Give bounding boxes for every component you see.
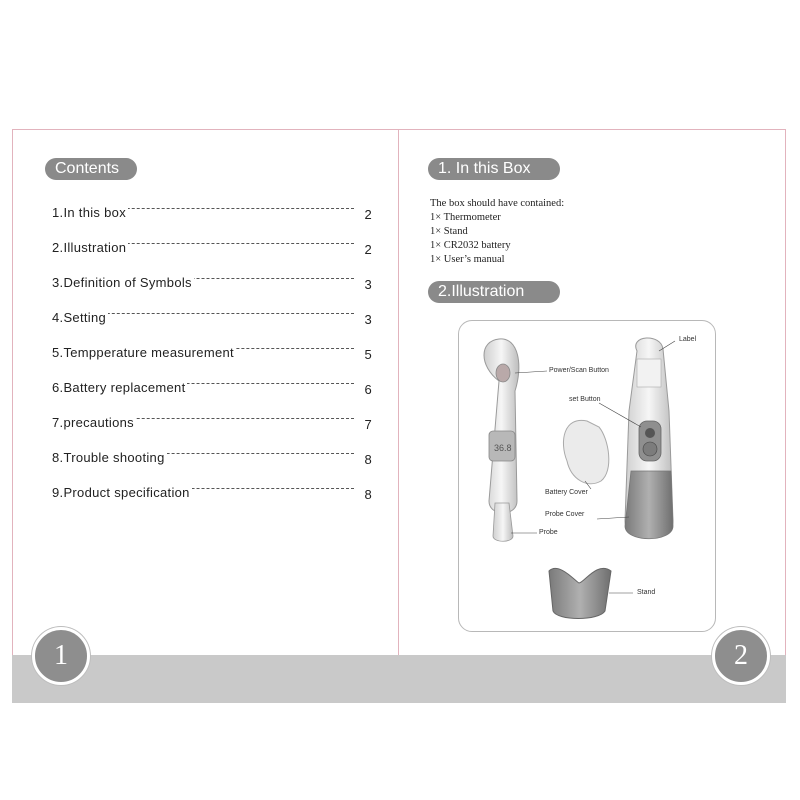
stand <box>549 568 611 618</box>
toc-row[interactable] <box>52 442 372 477</box>
page-number-left: 1 <box>32 627 90 685</box>
toc-row[interactable] <box>52 197 372 232</box>
battery-cover <box>563 420 608 483</box>
toc-page: 2 <box>364 207 372 222</box>
box-intro-text: The box should have contained: <box>430 198 565 209</box>
toc-page: 3 <box>364 312 372 327</box>
manual-spread <box>12 129 786 703</box>
toc-row[interactable] <box>52 372 372 407</box>
page-divider <box>398 129 399 655</box>
toc-page: 6 <box>364 382 372 397</box>
thermometer-back <box>625 338 673 539</box>
toc-row[interactable] <box>52 407 372 442</box>
contents-heading: Contents <box>45 158 137 180</box>
toc-page: 3 <box>364 277 372 292</box>
callout-probe: Probe <box>539 529 558 536</box>
illustration-frame <box>458 320 716 632</box>
illustration-heading: 2.Illustration <box>428 281 560 303</box>
toc-label: 7.precautions <box>52 415 134 430</box>
toc-label: 3.Definition of Symbols <box>52 275 192 290</box>
callout-battery-cover: Battery Cover <box>545 489 588 496</box>
toc-row[interactable] <box>52 232 372 267</box>
box-contents <box>430 197 730 267</box>
toc-label: 5.Tempperature measurement <box>52 345 234 360</box>
page-number-right: 2 <box>712 627 770 685</box>
toc-page: 8 <box>364 452 372 467</box>
callout-stand: Stand <box>637 589 656 596</box>
toc-label: 8.Trouble shooting <box>52 450 165 465</box>
table-of-contents <box>52 197 372 512</box>
toc-row[interactable] <box>52 302 372 337</box>
in-this-box-heading: 1. In this Box <box>428 158 560 180</box>
footer-band <box>12 655 786 703</box>
toc-row[interactable] <box>52 267 372 302</box>
toc-label: 6.Battery replacement <box>52 380 186 395</box>
toc-page: 7 <box>364 417 372 432</box>
callout-set-button: set Button <box>569 396 601 403</box>
callout-label: Label <box>679 336 697 343</box>
toc-label: 1.In this box <box>52 205 126 220</box>
box-item: 1× Stand <box>430 226 468 237</box>
callout-probe-cover: Probe Cover <box>545 511 585 518</box>
toc-label: 9.Product specification <box>52 485 190 500</box>
box-item: 1× Thermometer <box>430 212 501 223</box>
toc-page: 5 <box>364 347 372 362</box>
toc-page: 8 <box>364 487 372 502</box>
callout-power-scan-button: Power/Scan Button <box>549 367 609 374</box>
toc-page: 2 <box>364 242 372 257</box>
thermometer-front <box>484 339 519 541</box>
svg-text:36.8: 36.8 <box>494 443 512 453</box>
toc-label: 4.Setting <box>52 310 107 325</box>
box-item: 1× CR2032 battery <box>430 240 511 251</box>
toc-row[interactable] <box>52 337 372 372</box>
box-item: 1× User’s manual <box>430 254 505 265</box>
toc-row[interactable] <box>52 477 372 512</box>
toc-label: 2.Illustration <box>52 240 127 255</box>
